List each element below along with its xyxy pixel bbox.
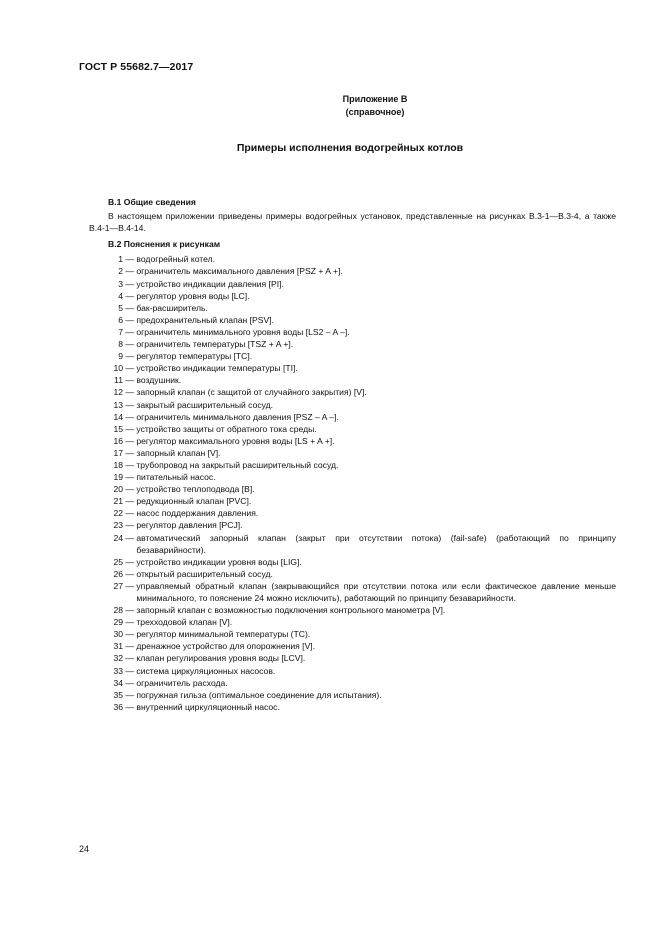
list-item: [108, 568, 616, 580]
document-code: ГОСТ Р 55682.7—2017: [79, 61, 194, 73]
list-item: [108, 459, 616, 471]
item-dash: —: [123, 254, 137, 265]
item-text: насос поддержания давления.: [136, 508, 259, 519]
item-dash: —: [123, 399, 137, 410]
item-number: 26: [113, 568, 123, 579]
item-number: 5: [118, 302, 123, 313]
list-item: [108, 399, 616, 411]
list-item: [108, 423, 616, 435]
item-text: предохранительный клапан [PSV].: [136, 314, 275, 325]
item-number: 2: [118, 266, 123, 277]
item-number: 27: [113, 580, 123, 591]
item-dash: —: [123, 617, 137, 628]
item-number: 19: [113, 472, 123, 483]
item-dash: —: [123, 278, 137, 289]
item-number: 12: [113, 387, 123, 398]
list-item: [108, 386, 616, 398]
item-dash: —: [123, 447, 137, 458]
item-text: трехходовой клапан [V].: [136, 617, 233, 628]
item-dash: —: [123, 665, 137, 676]
item-dash: —: [123, 580, 137, 591]
annex-title: Приложение В: [342, 94, 408, 104]
item-dash: —: [123, 363, 137, 374]
item-number: 21: [113, 496, 123, 507]
item-number: 17: [113, 447, 123, 458]
list-item: [108, 374, 616, 386]
item-number: 32: [113, 653, 123, 664]
item-dash: —: [123, 435, 137, 446]
list-item: [108, 701, 616, 713]
annex-heading: [250, 93, 500, 119]
list-item: [108, 580, 616, 604]
item-text: запорный клапан с возможностью подключения контрольного манометра [V].: [136, 605, 446, 616]
item-dash: —: [123, 326, 137, 337]
item-dash: —: [123, 339, 137, 350]
page-number: 24: [79, 844, 90, 854]
item-number: 13: [113, 399, 123, 410]
page-title: Примеры исполнения водогрейных котлов: [236, 142, 464, 154]
item-text: управляемый обратный клапан (закрывающийся при отсутствии потока или если фактическое давление меньше минимального, то пояснение 24 можно исключить), работающий по принципу безаварийности.: [136, 580, 616, 603]
list-item: [108, 640, 616, 652]
item-number: 14: [113, 411, 123, 422]
list-item: [108, 338, 616, 350]
item-dash: —: [123, 677, 137, 688]
item-dash: —: [123, 387, 137, 398]
section-2-heading: В.2 Пояснения к рисункам: [108, 239, 221, 250]
item-dash: —: [123, 605, 137, 616]
item-text: устройство теплоподвода [B].: [136, 484, 255, 495]
item-text: внутренний циркуляционный насос.: [136, 701, 280, 712]
item-text: бак-расширитель.: [136, 302, 208, 313]
item-dash: —: [123, 701, 137, 712]
item-dash: —: [123, 629, 137, 640]
item-text: система циркуляционных насосов.: [136, 665, 276, 676]
item-number: 16: [113, 435, 123, 446]
list-item: [108, 677, 616, 689]
list-item: [108, 265, 616, 277]
item-number: 22: [113, 508, 123, 519]
item-number: 9: [118, 351, 123, 362]
item-number: 29: [113, 617, 123, 628]
item-text: регулятор уровня воды [LC].: [136, 290, 250, 301]
list-item: [108, 278, 616, 290]
item-text: ограничитель минимального давления [PSZ – A –].: [136, 411, 339, 422]
item-number: 4: [118, 290, 123, 301]
item-number: 18: [113, 459, 123, 470]
item-number: 7: [118, 326, 123, 337]
item-number: 3: [118, 278, 123, 289]
item-text: регулятор температуры [TC].: [136, 351, 253, 362]
item-number: 30: [113, 629, 123, 640]
item-dash: —: [123, 532, 137, 543]
item-dash: —: [123, 568, 137, 579]
list-item: [108, 532, 616, 556]
item-text: запорный клапан [V].: [136, 447, 221, 458]
item-number: 33: [113, 665, 123, 676]
item-number: 8: [118, 339, 123, 350]
item-dash: —: [123, 496, 137, 507]
item-text: ограничитель температуры [TSZ + A +].: [136, 339, 294, 350]
list-item: [108, 689, 616, 701]
item-dash: —: [123, 484, 137, 495]
list-item: [108, 314, 616, 326]
item-text: дренажное устройство для опорожнения [V].: [136, 641, 316, 652]
list-item: [108, 350, 616, 362]
item-text: редукционный клапан [PVC].: [136, 496, 252, 507]
item-dash: —: [123, 375, 137, 386]
item-text: клапан регулирования уровня воды [LCV].: [136, 653, 306, 664]
item-number: 10: [113, 363, 123, 374]
list-item: [108, 519, 616, 531]
item-number: 36: [113, 701, 123, 712]
legend-list: [89, 253, 616, 713]
list-item: [108, 435, 616, 447]
list-item: [108, 302, 616, 314]
item-dash: —: [123, 302, 137, 313]
item-dash: —: [123, 641, 137, 652]
item-dash: —: [123, 423, 137, 434]
item-number: 25: [113, 556, 123, 567]
item-number: 34: [113, 677, 123, 688]
annex-note: (справочное): [345, 107, 405, 117]
item-number: 20: [113, 484, 123, 495]
list-item: [108, 665, 616, 677]
item-text: запорный клапан (с защитой от случайного закрытия) [V].: [136, 387, 367, 398]
list-item: [108, 495, 616, 507]
item-text: трубопровод на закрытый расширительный сосуд.: [136, 459, 339, 470]
item-text: водогрейный котел.: [136, 254, 216, 265]
item-number: 15: [113, 423, 123, 434]
item-number: 23: [113, 520, 123, 531]
list-item: [108, 616, 616, 628]
item-text: устройство индикации температуры [TI].: [136, 363, 298, 374]
list-item: [108, 253, 616, 265]
item-text: открытый расширительный сосуд.: [136, 568, 273, 579]
item-text: регулятор давления [PCJ].: [136, 520, 243, 531]
item-dash: —: [123, 556, 137, 567]
item-dash: —: [123, 351, 137, 362]
list-item: [108, 290, 616, 302]
list-item: [108, 326, 616, 338]
item-dash: —: [123, 472, 137, 483]
item-dash: —: [123, 653, 137, 664]
item-dash: —: [123, 689, 137, 700]
item-text: ограничитель расхода.: [136, 677, 228, 688]
list-item: [108, 362, 616, 374]
item-number: 28: [113, 605, 123, 616]
item-number: 11: [114, 375, 123, 386]
list-item: [108, 471, 616, 483]
list-item: [108, 628, 616, 640]
item-text: погружная гильза (оптимальное соединение для испытания).: [136, 689, 382, 700]
list-item: [108, 604, 616, 616]
item-dash: —: [123, 290, 137, 301]
section-1-heading: В.1 Общие сведения: [108, 197, 196, 207]
item-text: устройство индикации давления [PI].: [136, 278, 284, 289]
item-text: устройство защиты от обратного тока среды.: [136, 423, 317, 434]
item-dash: —: [123, 459, 137, 470]
list-item: [108, 507, 616, 519]
list-item: [108, 447, 616, 459]
item-text: воздушник.: [136, 375, 182, 386]
item-text: регулятор максимального уровня воды [LS + A +].: [136, 435, 335, 446]
list-item: [108, 483, 616, 495]
list-item: [108, 411, 616, 423]
item-text: устройство индикации уровня воды [LIG].: [136, 556, 302, 567]
item-text: питательный насос.: [136, 472, 216, 483]
item-number: 31: [113, 641, 123, 652]
list-item: [108, 652, 616, 664]
section-1-text: В настоящем приложении приведены примеры водогрейных установок, представленные на рисунках В.3-1—В.3-4, а также В.4-1—В.4-14.: [89, 211, 616, 234]
item-text: автоматический запорный клапан (закрыт при отсутствии потока) (fail-safe) (работающий по принципу безаварийности).: [136, 532, 616, 555]
item-number: 24: [113, 532, 123, 543]
item-dash: —: [123, 266, 137, 277]
item-number: 1: [118, 254, 123, 265]
item-dash: —: [123, 520, 137, 531]
item-number: 6: [118, 314, 123, 325]
item-text: регулятор минимальной температуры (TC).: [136, 629, 311, 640]
item-text: ограничитель минимального уровня воды [LS2 – A –].: [136, 326, 350, 337]
item-dash: —: [123, 411, 137, 422]
list-item: [108, 556, 616, 568]
item-text: ограничитель максимального давления [PSZ + A +].: [136, 266, 343, 277]
document-body: [89, 196, 616, 713]
item-dash: —: [123, 508, 137, 519]
item-dash: —: [123, 314, 137, 325]
item-number: 35: [113, 689, 123, 700]
item-text: закрытый расширительный сосуд.: [136, 399, 274, 410]
